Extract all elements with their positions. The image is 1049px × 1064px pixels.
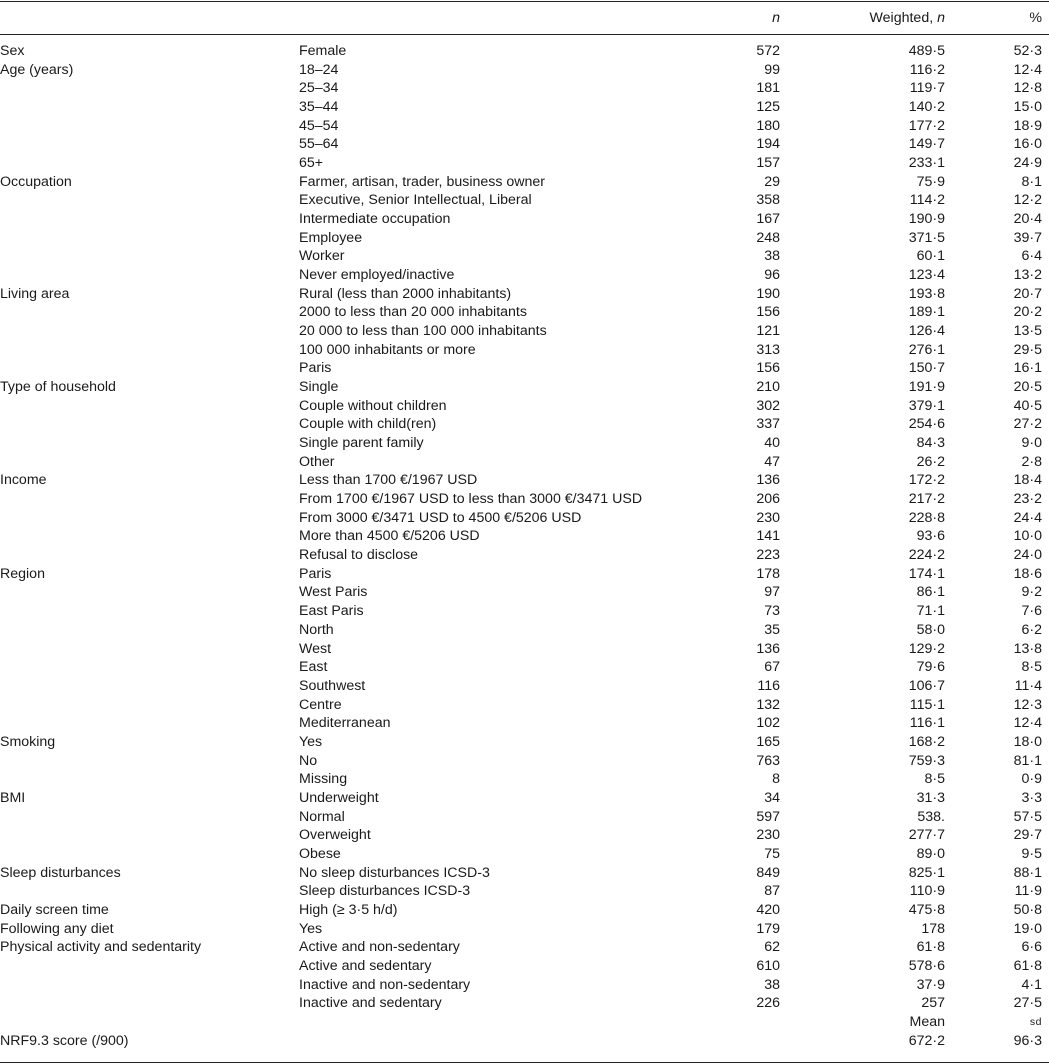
- row-n: 102: [756, 715, 780, 732]
- header-rule: [0, 34, 1049, 35]
- row-n: 181: [756, 80, 780, 97]
- row-n: 763: [756, 752, 780, 769]
- table-row: [0, 42, 1049, 61]
- row-weighted-n: 489·5: [908, 43, 945, 59]
- row-n: 38: [764, 248, 780, 265]
- row-category: 65+: [299, 155, 324, 172]
- row-n: 206: [756, 491, 780, 508]
- row-percent: 9·0: [1021, 435, 1042, 452]
- row-weighted-n: 379·1: [908, 397, 945, 414]
- row-weighted-n: 84·3: [916, 435, 945, 452]
- row-percent: 18·9: [1013, 117, 1042, 134]
- row-n: 136: [756, 472, 780, 489]
- row-category: Yes: [299, 920, 323, 937]
- row-n: 35: [764, 621, 780, 638]
- row-category: Employee: [299, 229, 363, 246]
- table-row: [0, 696, 1049, 715]
- row-n: 358: [756, 192, 780, 209]
- row-category: Sleep disturbances ICSD-3: [299, 883, 471, 900]
- row-percent: 9·2: [1021, 584, 1042, 601]
- row-category: Centre: [299, 696, 342, 713]
- row-category: Refusal to disclose: [299, 547, 419, 564]
- row-n: 226: [756, 995, 780, 1012]
- row-percent: 20·4: [1013, 211, 1042, 228]
- table-row: [0, 677, 1049, 696]
- row-weighted-n: 150·7: [908, 360, 945, 377]
- row-category: West Paris: [299, 584, 368, 601]
- row-category: 100 000 inhabitants or more: [299, 341, 476, 358]
- table-row: [0, 98, 1049, 117]
- row-percent: 16·0: [1013, 136, 1042, 153]
- row-percent: 19·0: [1013, 920, 1042, 937]
- row-n: 141: [756, 528, 780, 545]
- row-category: Other: [299, 453, 335, 470]
- row-percent: 20·5: [1013, 379, 1042, 396]
- row-percent: 15·0: [1013, 99, 1042, 116]
- row-weighted-n: 75·9: [916, 173, 945, 190]
- row-weighted-n: 93·6: [916, 528, 945, 545]
- row-percent: 23·2: [1013, 491, 1042, 508]
- row-n: 132: [756, 696, 780, 713]
- row-percent: 24·0: [1013, 547, 1042, 564]
- row-n: 210: [756, 379, 780, 396]
- row-weighted-n: 140·2: [908, 99, 945, 116]
- row-n: 67: [764, 659, 780, 676]
- row-category: North: [299, 621, 334, 638]
- row-weighted-n: 115·1: [909, 696, 945, 713]
- score-variable: NRF9.3 score (/900): [0, 1032, 129, 1049]
- row-category: Less than 1700 €/1967 USD: [299, 472, 478, 489]
- row-weighted-n: 106·7: [908, 677, 945, 694]
- row-percent: 6·2: [1021, 621, 1042, 638]
- row-weighted-n: 228·8: [908, 509, 945, 526]
- table-bottom-rule: [0, 1062, 1049, 1063]
- row-weighted-n: 60·1: [916, 248, 945, 265]
- row-weighted-n: 149·7: [908, 136, 945, 153]
- table-row: [0, 285, 1049, 304]
- header-percent: %: [1029, 10, 1042, 26]
- row-n: 302: [756, 397, 780, 414]
- table-row: [0, 247, 1049, 266]
- row-weighted-n: 31·3: [916, 789, 945, 806]
- row-category: Missing: [299, 771, 348, 788]
- table-row: [0, 845, 1049, 864]
- row-percent: 27·5: [1013, 995, 1042, 1012]
- table-row: [0, 79, 1049, 98]
- row-variable: Smoking: [0, 733, 56, 750]
- row-category: Farmer, artisan, trader, business owner: [299, 173, 546, 190]
- row-category: West: [299, 640, 332, 657]
- row-category: Single parent family: [299, 435, 424, 452]
- row-percent: 9·5: [1021, 845, 1042, 862]
- row-variable: Type of household: [0, 379, 116, 396]
- row-category: Normal: [299, 808, 345, 825]
- row-n: 167: [756, 211, 780, 228]
- row-weighted-n: 257: [921, 995, 945, 1012]
- row-category: East: [299, 659, 328, 676]
- subheader-mean: Mean: [909, 1013, 945, 1030]
- row-n: 157: [756, 155, 780, 172]
- row-percent: 6·6: [1021, 939, 1042, 956]
- table-row: [0, 527, 1049, 546]
- row-n: 572: [756, 43, 780, 59]
- row-n: 97: [764, 584, 780, 601]
- row-weighted-n: 217·2: [908, 491, 945, 508]
- table-top-rule: [0, 1, 1049, 2]
- table-row: [0, 994, 1049, 1013]
- row-category: Intermediate occupation: [299, 211, 451, 228]
- table-row: [0, 303, 1049, 322]
- row-percent: 13·5: [1013, 323, 1042, 340]
- row-weighted-n: 86·1: [916, 584, 945, 601]
- row-variable: Following any diet: [0, 920, 114, 937]
- row-n: 99: [764, 61, 780, 78]
- row-category: Executive, Senior Intellectual, Liberal: [299, 192, 532, 209]
- table-row: [0, 490, 1049, 509]
- row-percent: 11·9: [1014, 883, 1042, 900]
- row-category: Paris: [299, 565, 332, 582]
- table-row: [0, 154, 1049, 173]
- table-row: [0, 397, 1049, 416]
- row-n: 116: [757, 677, 780, 694]
- table-row: [0, 359, 1049, 378]
- row-n: 230: [756, 509, 780, 526]
- row-n: 337: [756, 416, 780, 433]
- row-percent: 2·8: [1021, 453, 1042, 470]
- row-weighted-n: 79·6: [916, 659, 945, 676]
- row-percent: 88·1: [1013, 864, 1042, 881]
- row-percent: 6·4: [1021, 248, 1042, 265]
- row-percent: 10·0: [1013, 528, 1042, 545]
- row-percent: 81·1: [1013, 752, 1042, 769]
- table-row: [0, 864, 1049, 883]
- row-category: 2000 to less than 20 000 inhabitants: [299, 304, 527, 321]
- row-n: 178: [756, 565, 780, 582]
- row-variable: Occupation: [0, 173, 72, 190]
- score-mean: 672·2: [908, 1032, 945, 1049]
- table-row: [0, 117, 1049, 136]
- table-row: [0, 714, 1049, 733]
- table-row: [0, 733, 1049, 752]
- row-n: 180: [756, 117, 780, 134]
- row-percent: 8·5: [1021, 659, 1042, 676]
- row-weighted-n: 371·5: [908, 229, 945, 246]
- table-row: [0, 826, 1049, 845]
- row-percent: 12·2: [1013, 192, 1042, 209]
- row-category: Obese: [299, 845, 341, 862]
- table-row: [0, 173, 1049, 192]
- row-n: 136: [756, 640, 780, 657]
- table-row: [0, 341, 1049, 360]
- row-variable: Region: [0, 565, 45, 582]
- row-category: No: [299, 752, 318, 769]
- row-category: 45–54: [299, 117, 339, 134]
- table-row: [0, 378, 1049, 397]
- row-weighted-n: 190·9: [908, 211, 945, 228]
- row-n: 34: [764, 789, 780, 806]
- row-category: Overweight: [299, 827, 371, 844]
- row-n: 597: [756, 808, 780, 825]
- row-n: 230: [756, 827, 780, 844]
- row-weighted-n: 8·5: [924, 771, 945, 788]
- row-category: High (≥ 3·5 h/d): [299, 901, 398, 918]
- row-n: 156: [756, 304, 780, 321]
- row-percent: 16·1: [1013, 360, 1042, 377]
- row-category: Female: [299, 43, 347, 59]
- row-percent: 0·9: [1021, 771, 1042, 788]
- row-n: 610: [756, 957, 780, 974]
- row-percent: 18·6: [1013, 565, 1042, 582]
- row-weighted-n: 116·1: [909, 715, 945, 732]
- row-variable: Physical activity and sedentarity: [0, 939, 202, 956]
- table-row: [0, 471, 1049, 490]
- header-n: n: [772, 10, 780, 26]
- table-row: [0, 658, 1049, 677]
- row-category: Southwest: [299, 677, 366, 694]
- row-percent: 13·2: [1013, 267, 1042, 284]
- row-weighted-n: 114·2: [909, 192, 945, 209]
- row-weighted-n: 116·2: [909, 61, 945, 78]
- row-percent: 24·4: [1013, 509, 1042, 526]
- table-row: [0, 901, 1049, 920]
- score-row: [0, 1032, 1049, 1051]
- row-variable: Income: [0, 472, 47, 489]
- row-n: 849: [756, 864, 780, 881]
- row-weighted-n: 193·8: [908, 285, 945, 302]
- row-percent: 8·1: [1021, 173, 1042, 190]
- row-n: 420: [756, 901, 780, 918]
- row-percent: 52·3: [1013, 43, 1042, 59]
- row-weighted-n: 475·8: [908, 901, 945, 918]
- row-n: 38: [764, 976, 780, 993]
- row-n: 121: [756, 323, 780, 340]
- row-category: More than 4500 €/5206 USD: [299, 528, 480, 545]
- row-weighted-n: 89·0: [916, 845, 945, 862]
- subheader-sd: sd: [1029, 1015, 1042, 1028]
- table-row: [0, 808, 1049, 827]
- row-variable: Living area: [0, 285, 70, 302]
- row-weighted-n: 61·8: [916, 939, 945, 956]
- row-percent: 57·5: [1013, 808, 1042, 825]
- row-weighted-n: 119·7: [909, 80, 945, 97]
- score-subheader: [0, 1013, 1049, 1032]
- table-row: [0, 976, 1049, 995]
- row-percent: 61·8: [1013, 957, 1042, 974]
- row-category: Couple without children: [299, 397, 447, 414]
- table-row: [0, 789, 1049, 808]
- row-weighted-n: 277·7: [908, 827, 945, 844]
- table-row: [0, 546, 1049, 565]
- table-row: [0, 453, 1049, 472]
- table-row: [0, 210, 1049, 229]
- row-weighted-n: 123·4: [908, 267, 945, 284]
- row-variable: Sex: [0, 43, 25, 59]
- row-percent: 20·2: [1013, 304, 1042, 321]
- row-category: From 1700 €/1967 USD to less than 3000 €/3471 USD: [299, 491, 643, 508]
- row-weighted-n: 191·9: [908, 379, 945, 396]
- row-n: 313: [756, 341, 780, 358]
- row-category: Couple with child(ren): [299, 416, 437, 433]
- row-weighted-n: 110·9: [909, 883, 945, 900]
- row-category: 18–24: [299, 61, 339, 78]
- row-n: 40: [764, 435, 780, 452]
- row-weighted-n: 129·2: [908, 640, 945, 657]
- row-percent: 13·8: [1013, 640, 1042, 657]
- row-n: 156: [756, 360, 780, 377]
- row-weighted-n: 177·2: [908, 117, 945, 134]
- row-weighted-n: 825·1: [908, 864, 945, 881]
- row-category: 55–64: [299, 136, 339, 153]
- row-percent: 4·1: [1021, 976, 1042, 993]
- row-percent: 20·7: [1013, 285, 1042, 302]
- row-percent: 11·4: [1014, 677, 1042, 694]
- row-n: 62: [764, 939, 780, 956]
- table-row: [0, 229, 1049, 248]
- row-category: Inactive and sedentary: [299, 995, 442, 1012]
- table-row: [0, 770, 1049, 789]
- row-weighted-n: 126·4: [908, 323, 945, 340]
- row-percent: 18·0: [1013, 733, 1042, 750]
- row-category: Active and sedentary: [299, 957, 432, 974]
- table-row: [0, 957, 1049, 976]
- row-category: Yes: [299, 733, 323, 750]
- table-row: [0, 415, 1049, 434]
- table-row: [0, 565, 1049, 584]
- row-category: No sleep disturbances ICSD-3: [299, 864, 490, 881]
- row-percent: 7·6: [1021, 603, 1042, 620]
- table-row: [0, 621, 1049, 640]
- row-percent: 12·4: [1013, 715, 1042, 732]
- row-category: Inactive and non-sedentary: [299, 976, 471, 993]
- table-row: [0, 938, 1049, 957]
- table-row: [0, 602, 1049, 621]
- row-n: 75: [764, 845, 780, 862]
- header-weighted-n: Weighted, n: [869, 10, 945, 26]
- table-body: [0, 42, 1049, 1050]
- table-row: [0, 640, 1049, 659]
- table-row: [0, 135, 1049, 154]
- row-percent: 39·7: [1013, 229, 1042, 246]
- row-variable: Daily screen time: [0, 901, 109, 918]
- row-percent: 12·4: [1013, 61, 1042, 78]
- row-category: 25–34: [299, 80, 339, 97]
- row-weighted-n: 276·1: [908, 341, 945, 358]
- row-n: 47: [764, 453, 780, 470]
- row-category: Rural (less than 2000 inhabitants): [299, 285, 512, 302]
- row-weighted-n: 37·9: [916, 976, 945, 993]
- row-n: 87: [764, 883, 780, 900]
- row-weighted-n: 189·1: [908, 304, 945, 321]
- row-weighted-n: 71·1: [916, 603, 945, 620]
- row-n: 179: [756, 920, 780, 937]
- row-n: 194: [756, 136, 780, 153]
- row-percent: 29·5: [1013, 341, 1042, 358]
- row-variable: Age (years): [0, 61, 74, 78]
- row-category: 35–44: [299, 99, 339, 116]
- row-weighted-n: 168·2: [908, 733, 945, 750]
- row-weighted-n: 178: [921, 920, 945, 937]
- table-row: [0, 322, 1049, 341]
- row-variable: Sleep disturbances: [0, 864, 121, 881]
- row-percent: 12·3: [1013, 696, 1042, 713]
- table-row: [0, 752, 1049, 771]
- row-percent: 24·9: [1013, 155, 1042, 172]
- score-sd: 96·3: [1013, 1032, 1042, 1049]
- table-row: [0, 266, 1049, 285]
- row-weighted-n: 174·1: [908, 565, 945, 582]
- row-n: 165: [756, 733, 780, 750]
- row-n: 223: [756, 547, 780, 564]
- table-row: [0, 509, 1049, 528]
- row-weighted-n: 233·1: [908, 155, 945, 172]
- row-weighted-n: 578·6: [908, 957, 945, 974]
- row-weighted-n: 254·6: [908, 416, 945, 433]
- row-weighted-n: 224·2: [908, 547, 945, 564]
- row-percent: 50·8: [1013, 901, 1042, 918]
- row-n: 248: [756, 229, 780, 246]
- row-weighted-n: 759·3: [908, 752, 945, 769]
- row-weighted-n: 538.: [917, 808, 945, 825]
- row-variable: BMI: [0, 789, 26, 806]
- row-percent: 12·8: [1013, 80, 1042, 97]
- row-percent: 27·2: [1013, 416, 1042, 433]
- row-n: 96: [764, 267, 780, 284]
- row-category: From 3000 €/3471 USD to 4500 €/5206 USD: [299, 509, 582, 526]
- row-n: 125: [756, 99, 780, 116]
- row-category: Never employed/inactive: [299, 267, 455, 284]
- row-category: Active and non-sedentary: [299, 939, 460, 956]
- row-category: 20 000 to less than 100 000 inhabitants: [299, 323, 547, 340]
- row-weighted-n: 172·2: [908, 472, 945, 489]
- row-category: Mediterranean: [299, 715, 391, 732]
- row-category: Worker: [299, 248, 345, 265]
- row-category: Paris: [299, 360, 332, 377]
- row-weighted-n: 58·0: [916, 621, 945, 638]
- table-row: [0, 583, 1049, 602]
- table-row: [0, 61, 1049, 80]
- table-row: [0, 882, 1049, 901]
- row-percent: 40·5: [1013, 397, 1042, 414]
- row-n: 8: [772, 771, 780, 788]
- row-percent: 29·7: [1013, 827, 1042, 844]
- row-n: 190: [756, 285, 780, 302]
- row-category: Underweight: [299, 789, 379, 806]
- row-category: Single: [299, 379, 339, 396]
- row-n: 73: [764, 603, 780, 620]
- table-row: [0, 920, 1049, 939]
- row-percent: 3·3: [1021, 789, 1042, 806]
- row-weighted-n: 26·2: [916, 453, 945, 470]
- row-n: 29: [764, 173, 780, 190]
- row-percent: 18·4: [1013, 472, 1042, 489]
- table-row: [0, 191, 1049, 210]
- row-category: East Paris: [299, 603, 364, 620]
- table-row: [0, 434, 1049, 453]
